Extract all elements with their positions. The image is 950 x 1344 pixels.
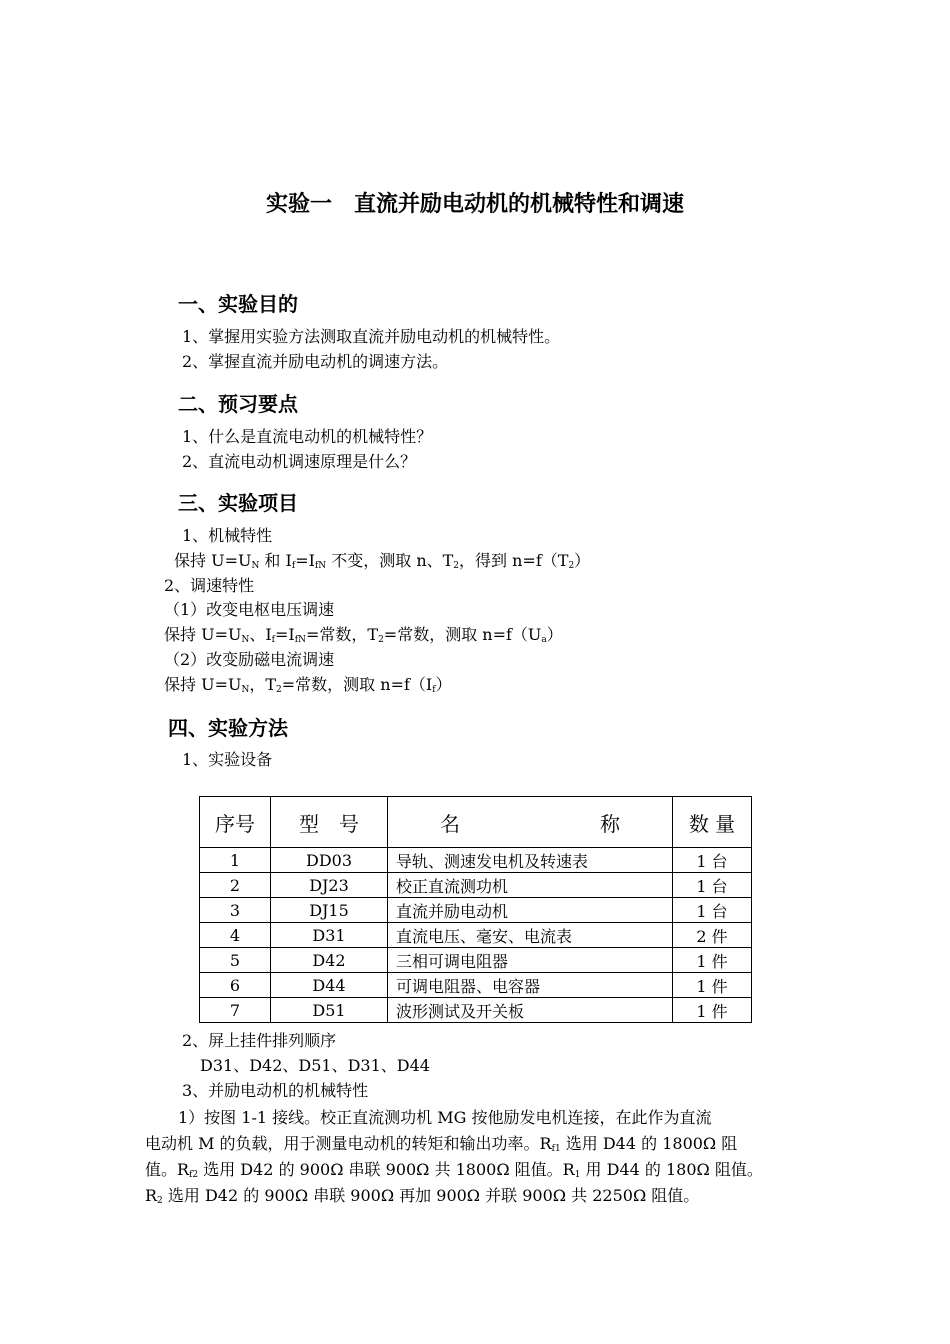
table-cell: D44	[271, 973, 388, 998]
table-cell: 4	[200, 923, 271, 948]
table-header-cell: 型 号	[271, 797, 388, 848]
table-row	[200, 923, 752, 948]
table-cell: D51	[271, 998, 388, 1023]
table-cell: 三相可调电阻器	[388, 948, 673, 973]
list-item: 1、实验设备	[182, 750, 273, 769]
table-cell: 1 台	[673, 848, 752, 873]
table-cell: 1 件	[673, 948, 752, 973]
table-cell: 直流并励电动机	[388, 898, 673, 923]
table-header-cell: 序号	[200, 797, 271, 848]
formula-line: 保持 $U=U_N$，$T_2=$常数，测取 $n=f(I_f)$	[164, 675, 452, 695]
table-cell: 5	[200, 948, 271, 973]
list-item: 3、并励电动机的机械特性	[182, 1081, 369, 1100]
table-cell: DJ23	[271, 873, 388, 898]
table-row	[200, 898, 752, 923]
table-cell: 6	[200, 973, 271, 998]
table-row	[200, 873, 752, 898]
section-heading-3: 三、实验项目	[178, 491, 298, 515]
table-cell: 1 台	[673, 898, 752, 923]
section-heading-4: 四、实验方法	[168, 716, 288, 740]
formula-line: 保持 $U=U_N$ 和 $I_f=I_{fN}$ 不变，测取 n、$T_2$，得到 $n=f(T_2)$	[174, 551, 591, 571]
table-cell: 波形测试及开关板	[388, 998, 673, 1023]
table-row	[200, 948, 752, 973]
table-cell: 3	[200, 898, 271, 923]
table-cell: 7	[200, 998, 271, 1023]
table-header-cell: 名 称	[388, 797, 673, 848]
equipment-table	[199, 796, 752, 1023]
table-cell: DJ15	[271, 898, 388, 923]
paragraph-line: 1）按图 1-1 接线。校正直流测功机 MG 按他励发电机连接，在此作为直流	[178, 1108, 712, 1127]
table-cell: 2 件	[673, 923, 752, 948]
table-cell: 校正直流测功机	[388, 873, 673, 898]
list-item: （1）改变电枢电压调速	[164, 600, 335, 619]
table-header-cell: 数 量	[673, 797, 752, 848]
paragraph-line: 值。$R_{f2}$ 选用 D42 的 900Ω 串联 900Ω 共 1800Ω 阻值。$R_1$ 用 D44 的 180Ω 阻值。	[145, 1160, 763, 1180]
section-heading-1: 一、实验目的	[178, 292, 298, 316]
list-item: （2）改变励磁电流调速	[164, 650, 335, 669]
table-cell: 导轨、测速发电机及转速表	[388, 848, 673, 873]
list-item: 1、什么是直流电动机的机械特性？	[182, 427, 433, 446]
list-item: 2、调速特性	[164, 576, 255, 595]
list-item: 1、掌握用实验方法测取直流并励电动机的机械特性。	[182, 327, 561, 346]
list-item: 2、掌握直流并励电动机的调速方法。	[182, 352, 449, 371]
table-row	[200, 973, 752, 998]
table-cell: 1 件	[673, 998, 752, 1023]
section-heading-2: 二、预习要点	[178, 392, 298, 416]
hanging-order: D31、D42、D51、D31、D44	[200, 1056, 430, 1075]
paragraph-line: 电动机 M 的负载，用于测量电动机的转矩和输出功率。$R_{f1}$ 选用 D44 的 1800Ω 阻	[145, 1134, 738, 1154]
table-cell: 直流电压、毫安、电流表	[388, 923, 673, 948]
list-item: 1、机械特性	[182, 526, 273, 545]
table-cell: 可调电阻器、电容器	[388, 973, 673, 998]
table-cell: D42	[271, 948, 388, 973]
table-header-row	[200, 797, 752, 848]
paragraph-line: $R_2$ 选用 D42 的 900Ω 串联 900Ω 再加 900Ω 并联 900Ω 共 2250Ω 阻值。	[145, 1186, 700, 1206]
table-cell: DD03	[271, 848, 388, 873]
formula-line: 保持 $U=U_N$、$I_f=I_{fN}=$常数，$T_2=$常数，测取 $n=f(U_a)$	[164, 625, 563, 645]
table-cell: 1 台	[673, 873, 752, 898]
table-cell: D31	[271, 923, 388, 948]
list-item: 2、屏上挂件排列顺序	[182, 1031, 337, 1050]
page-title: 实验一 直流并励电动机的机械特性和调速	[265, 192, 684, 217]
table-cell: 1 件	[673, 973, 752, 998]
table-row	[200, 998, 752, 1023]
list-item: 2、直流电动机调速原理是什么？	[182, 452, 417, 471]
table-row	[200, 848, 752, 873]
table-cell: 1	[200, 848, 271, 873]
table-cell: 2	[200, 873, 271, 898]
